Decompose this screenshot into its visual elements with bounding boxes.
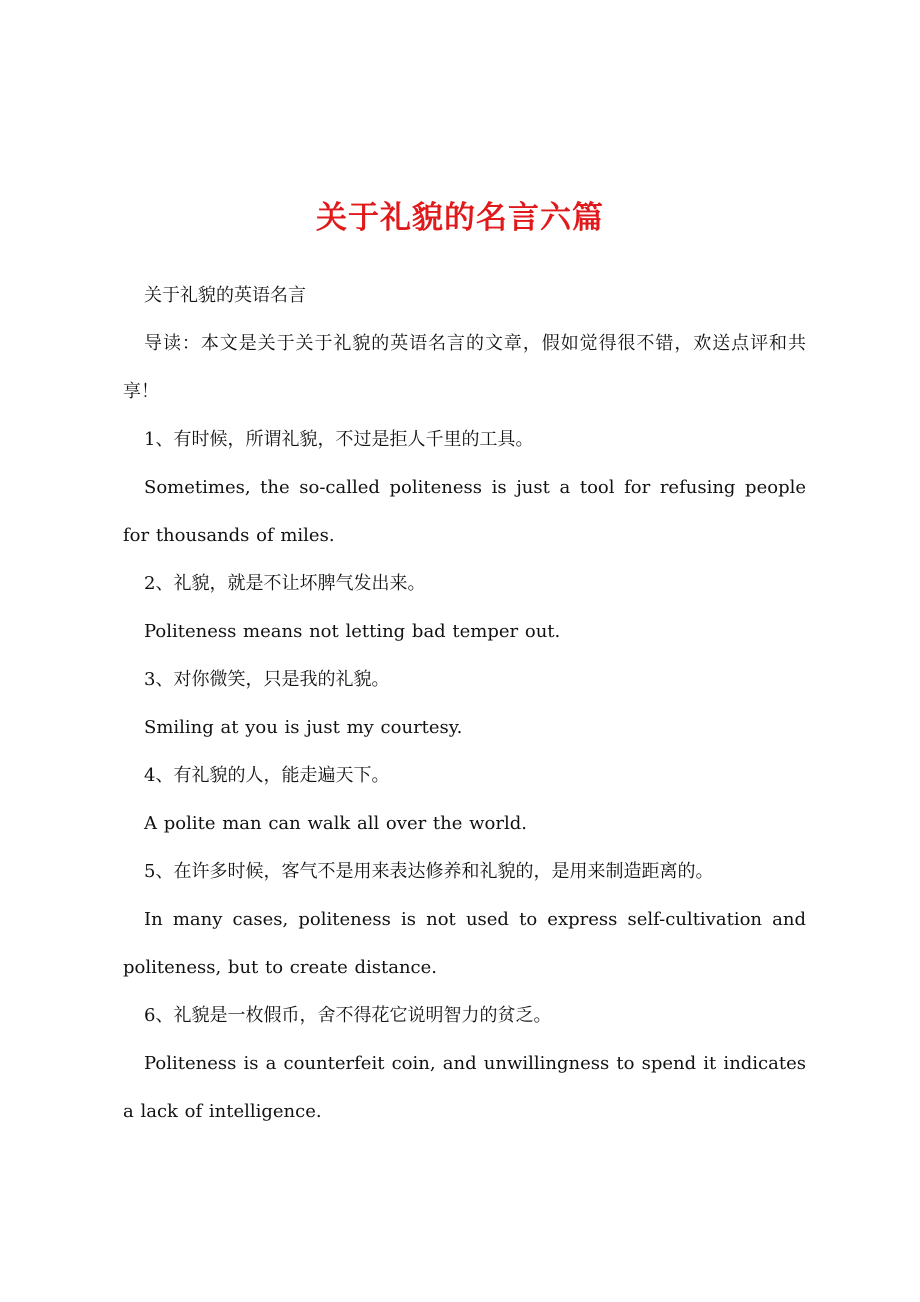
quote-4-chinese: 4、有礼貌的人，能走遍天下。 bbox=[144, 765, 390, 786]
quote-6-chinese: 6、礼貌是一枚假币，舍不得花它说明智力的贫乏。 bbox=[144, 1005, 552, 1026]
quote-2-chinese: 2、礼貌，就是不让坏脾气发出来。 bbox=[144, 573, 426, 594]
quote-4-english: A polite man can walk all over the world. bbox=[144, 813, 527, 834]
quote-2-english: Politeness means not letting bad temper out. bbox=[144, 621, 561, 642]
quote-6-english: Politeness is a counterfeit coin, and unwillingness to spend it indicates a lack of intelligence. bbox=[123, 1053, 806, 1122]
quote-1-english: Sometimes, the so-called politeness is just a tool for refusing people for thousands of miles. bbox=[123, 477, 806, 546]
quote-5-chinese: 5、在许多时候，客气不是用来表达修养和礼貌的，是用来制造距离的。 bbox=[144, 861, 714, 882]
document-body bbox=[123, 272, 806, 1136]
quote-5-english: In many cases, politeness is not used to express self-cultivation and politeness, but to create distance. bbox=[123, 909, 806, 978]
intro-paragraph: 导读：本文是关于关于礼貌的英语名言的文章，假如觉得很不错，欢送点评和共享！ bbox=[123, 333, 806, 402]
quote-3-english: Smiling at you is just my courtesy. bbox=[144, 717, 463, 738]
subheading: 关于礼貌的英语名言 bbox=[144, 285, 306, 306]
quote-3-chinese: 3、对你微笑，只是我的礼貌。 bbox=[144, 669, 390, 690]
quote-1-chinese: 1、有时候，所谓礼貌，不过是拒人千里的工具。 bbox=[144, 429, 534, 450]
document-title: 关于礼貌的名言六篇 bbox=[316, 200, 604, 236]
